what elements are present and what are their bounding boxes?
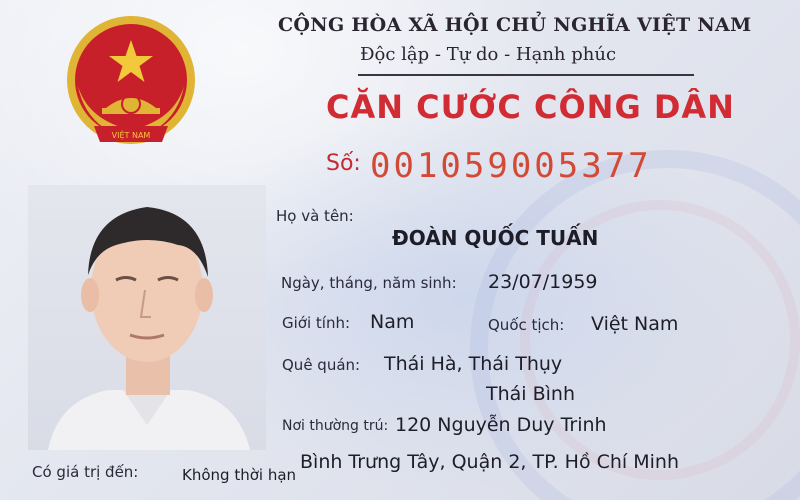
national-motto: Độc lập - Tự do - Hạnh phúc — [360, 44, 617, 65]
nationality-label: Quốc tịch: — [488, 316, 565, 334]
hometown-label: Quê quán: — [282, 356, 361, 374]
id-number-label: Số: — [326, 151, 361, 176]
portrait-photo — [28, 185, 266, 450]
nationality-value: Việt Nam — [591, 313, 679, 335]
card-title: CĂN CƯỚC CÔNG DÂN — [326, 88, 735, 126]
full-name-label: Họ và tên: — [276, 207, 354, 225]
national-emblem-icon — [56, 8, 206, 158]
country-name: CỘNG HÒA XÃ HỘI CHỦ NGHĨA VIỆT NAM — [278, 14, 752, 36]
expiry-value: Không thời hạn — [182, 466, 297, 484]
full-name: ĐOÀN QUỐC TUẤN — [392, 226, 599, 250]
dob-label: Ngày, tháng, năm sinh: — [281, 274, 457, 292]
sex-value: Nam — [370, 311, 415, 333]
hometown-line1: Thái Hà, Thái Thụy — [384, 353, 563, 375]
sex-label: Giới tính: — [282, 314, 351, 332]
motto-underline — [358, 74, 694, 76]
expiry-label: Có giá trị đến: — [32, 463, 139, 481]
id-number: 001059005377 — [370, 146, 652, 186]
hometown-line2: Thái Bình — [486, 383, 576, 405]
residence-line1: 120 Nguyễn Duy Trinh — [395, 414, 607, 436]
residence-label: Nơi thường trú: — [282, 418, 389, 434]
residence-line2: Bình Trưng Tây, Quận 2, TP. Hồ Chí Minh — [300, 451, 680, 473]
emblem-ribbon-text: VIỆT NAM — [111, 131, 151, 140]
dob-value: 23/07/1959 — [488, 271, 598, 293]
